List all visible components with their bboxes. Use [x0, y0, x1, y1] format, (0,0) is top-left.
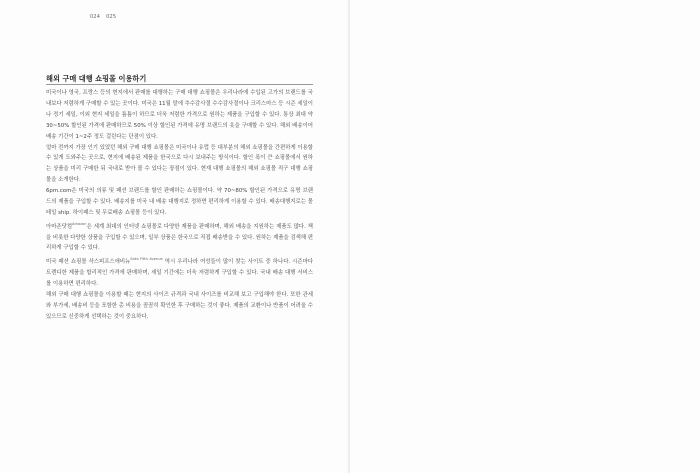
paragraph [46, 88, 313, 143]
page-number-right: 025 [106, 14, 117, 20]
body-text [46, 88, 313, 323]
paragraph [46, 290, 313, 323]
paragraph-text: 미국 패션 쇼핑몰 삭스피프스애비뉴 [46, 259, 131, 266]
section-title: 해외 구매 대행 쇼핑몰 이용하기 [46, 74, 147, 83]
footnote-marker: Saks Fifth Avenue [130, 257, 163, 262]
paragraph-text: 아마존닷컴 [46, 223, 73, 230]
paragraph-text: 얼마 전까지 가장 인기 있었던 해외 구매 대행 쇼핑몰은 미국이나 유럽 등 대부분의 해외 쇼핑몰을 간편하게 이용할 수 있게 도와주는 곳으로, 현지에 배송된 제품을 한국으로 다시 보내주는 방식이다. 할인 폭이 큰 쇼핑몰에서 원하는 상품을 미리 구매한 뒤 국내로 받아 볼 수 있다는 장점이 있다. 현재 대행 쇼핑몰의 해외 쇼핑몰 직구 대행 쇼핑몰을 소개한다. [46, 144, 313, 184]
paragraph-text: 미국이나 영국, 프랑스 등의 현지에서 판매를 대행하는 구매 대행 쇼핑몰은 우리나라에 수입된 고가의 브랜드를 국내보다 저렴하게 구매할 수 있는 곳이다. 미국은 11월 말에 추수감사절 수수감사절이나 크리스마스 등 시즌 세일이나 정기 세일, 이외 현지 세일을 틈틈이 하므로 더욱 저렴한 가격으로 원하는 제품을 구입할 수 있다. 통상 최대 약 30~50% 할인된 가격에 판매하므로 50% 이상 할인된 가격에 유명 브랜드의 옷을 구매할 수 있다. 해외 배송이어 배송 기간이 1~2주 정도 걸린다는 단점이 있다. [46, 90, 313, 140]
paragraph-text-cont: 은 세계 최대의 인터넷 쇼핑몰로 다양한 제품을 판매하며, 해외 배송을 지원하는 제품도 많다. 책을 비롯한 다양한 상품을 구입할 수 있으며, 일부 상품은 한국으로 직접 배송받을 수 있다. 원하는 제품을 검색해 편리하게 구입할 수 있다. [46, 223, 313, 252]
paragraph [46, 254, 313, 290]
footnote-marker: Amazon [72, 221, 87, 226]
folio [90, 14, 122, 20]
paragraph-text: 해외 구매 대행 쇼핑몰을 이용할 때는 현지의 사이즈 규격과 국내 사이즈를 비교해 보고 구입해야 한다. 또한 관세와 부가세, 배송비 등을 포함한 총 비용을 꼼꼼히 확인한 후 구매하는 것이 좋다. 제품의 교환이나 반품이 어려울 수 있으므로 신중하게 선택하는 것이 중요하다. [46, 291, 313, 320]
page-number-left: 024 [90, 14, 101, 20]
paragraph [46, 143, 313, 187]
paragraph-text-cont: 역시 우리나라 여성들이 많이 찾는 사이트 중 하나다. 시즌마다 트렌디한 제품을 합리적인 가격에 판매하며, 세일 기간에는 더욱 저렴하게 구입할 수 있다. 국내 배송 대행 서비스를 이용하면 편리하다. [46, 259, 313, 287]
right-page [350, 0, 700, 473]
paragraph [46, 186, 313, 219]
paragraph-text: 6pm.com은 미국의 의류 및 패션 브랜드를 할인 판매하는 쇼핑몰이다. 약 70~80% 할인된 가격으로 유명 브랜드의 제품을 구입할 수 있다. 배송지를 미국 내 배송 대행지로 정하면 편리하게 이용할 수 있다. 배송대행지로는 몰테일 ship. 하이패스 및 무료배송 쇼핑몰 등이 있다. [46, 188, 313, 216]
paragraph [46, 219, 313, 255]
title-rule [46, 84, 313, 85]
